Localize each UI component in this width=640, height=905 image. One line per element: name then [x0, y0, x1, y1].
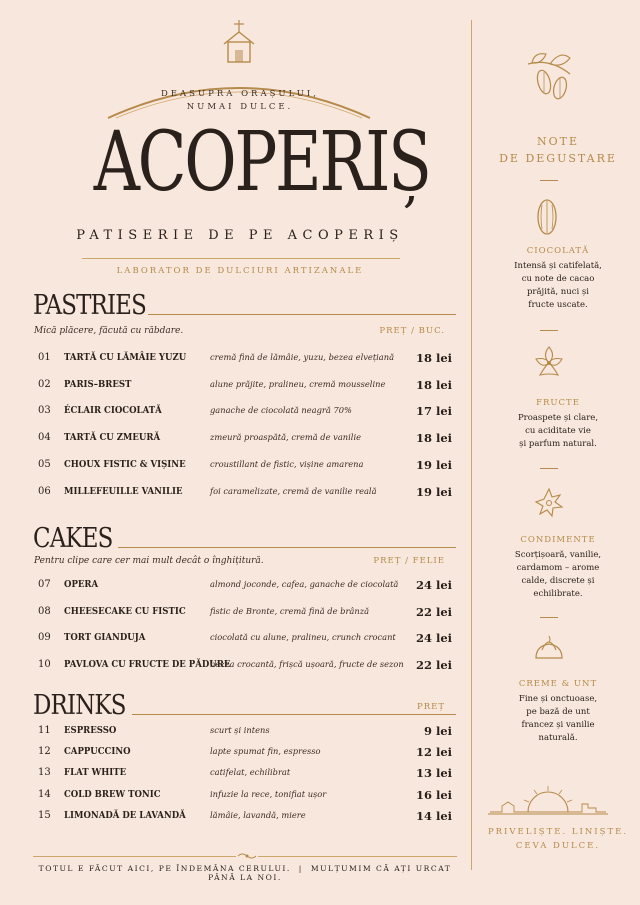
note-ciocolata: CIOCOLATĂ Intensă și catifelată, cu note de cacao prăjită, nuci și fructe uscate. [514, 246, 602, 310]
item-number: 15 [38, 809, 51, 821]
menu-item-row [34, 632, 454, 650]
divider [540, 617, 558, 618]
item-name: OPERA [64, 579, 99, 590]
item-name: LIMONADĂ DE LAVANDĂ [64, 809, 186, 821]
brand-subtitle: PATISERIE DE PE ACOPERIȘ [76, 228, 404, 243]
item-price: 24 lei [415, 631, 452, 645]
divider [118, 547, 456, 548]
item-number: 08 [38, 605, 51, 617]
notes-bottom-caption: PRIVELIȘTE. LINIȘTE. CEVA DULCE. [487, 827, 629, 851]
item-name: CHOUX FISTIC & VIȘINE [64, 458, 186, 470]
item-name: MILLEFEUILLE VANILIE [64, 485, 183, 497]
item-name: CHEESECAKE CU FISTIC [64, 605, 186, 617]
item-description: lămâie, lavandă, miere [210, 809, 306, 820]
item-number: 11 [38, 725, 51, 736]
item-description: fistic de Bronte, cremă fină de brânză [210, 605, 370, 616]
divider [540, 468, 558, 469]
item-name: ESPRESSO [64, 725, 117, 736]
item-number: 13 [38, 767, 51, 779]
item-name: FLAT WHITE [64, 767, 127, 779]
ornament-icon [236, 850, 258, 862]
item-description: cremă fină de lămâie, yuzu, bezea elvețiană [210, 352, 395, 362]
footer [33, 864, 457, 882]
menu-item-row [34, 789, 454, 807]
menu-item-row [34, 352, 454, 370]
item-description: alune prăjite, pralineu, cremă mousseline [210, 378, 386, 389]
menu-item-row [34, 579, 454, 597]
item-number: 01 [38, 352, 51, 363]
footer-separator: | [298, 864, 303, 873]
spice-icon [530, 483, 568, 523]
item-price: 12 lei [415, 745, 452, 760]
note-fructe: FRUCTE Proaspete și clare, cu aciditate vie și parfum natural. [517, 398, 599, 449]
item-number: 12 [38, 746, 51, 758]
tagline: DEASUPRA ORAȘULUI, NUMAI DULCE. [160, 89, 319, 112]
section-title-drinks: DRINKS [33, 690, 126, 721]
item-number: 14 [38, 788, 51, 800]
item-price: 22 lei [415, 657, 452, 672]
item-number: 07 [38, 579, 51, 590]
sunrise-skyline-icon [488, 782, 608, 818]
section-title-pastries: PASTRIES [33, 290, 146, 321]
item-description: zmeură proaspătă, cremă de vanilie [210, 432, 362, 443]
divider [148, 314, 456, 315]
section-subtitle-pastries: Mică plăcere, făcută cu răbdare. [34, 326, 184, 336]
price-header-pastries: PREȚ / BUC. [379, 326, 445, 336]
item-name: TARTĂ CU LĂMÂIE YUZU [64, 352, 187, 363]
item-number: 03 [38, 405, 51, 417]
cocoa-branch-icon [520, 44, 580, 104]
item-description: infuzie la rece, tonifiat ușor [210, 788, 327, 799]
menu-item-row [34, 459, 454, 477]
menu-item-row [34, 767, 454, 785]
item-name: TARTĂ CU ZMEURĂ [64, 432, 161, 444]
menu-item-row [34, 405, 454, 423]
item-description: catifelat, echilibrat [210, 767, 291, 778]
note-creme-unt: CREME & UNT Fine și onctuoase, pe bază de unt francez și vanilie naturală. [518, 679, 598, 743]
item-name: ÉCLAIR CIOCOLATĂ [64, 405, 162, 417]
item-price: 14 lei [415, 808, 452, 823]
item-number: 09 [38, 632, 51, 643]
item-name: TORT GIANDUJA [64, 632, 146, 643]
tasting-notes-title: NOTE DE DEGUSTARE [499, 135, 617, 165]
flower-icon [532, 343, 566, 383]
price-header-drinks: PREȚ [417, 702, 445, 712]
item-description: ganache de ciocolată neagră 70% [210, 405, 352, 416]
item-number: 06 [38, 485, 51, 497]
item-description: almond joconde, cafea, ganache de ciocolată [210, 579, 399, 589]
lab-caption: LABORATOR DE DULCIURI ARTIZANALE [116, 266, 364, 276]
item-name: PAVLOVA CU FRUCTE DE PĂDURE [64, 658, 231, 670]
item-price: 22 lei [415, 604, 452, 619]
footer-left: TOTUL E FĂCUT AICI, PE ÎNDEMÂNA CERULUI. [38, 864, 291, 873]
item-description: lapte spumat fin, espresso [210, 746, 321, 757]
item-description: ciocolată cu alune, pralineu, crunch crocant [210, 632, 396, 642]
item-price: 18 lei [415, 351, 452, 365]
item-price: 9 lei [423, 724, 452, 738]
item-number: 05 [38, 458, 51, 470]
section-title-cakes: CAKES [33, 523, 113, 554]
cream-icon [530, 628, 568, 668]
item-name: PARIS–BREST [64, 378, 132, 390]
item-price: 17 lei [415, 404, 452, 419]
menu-item-row [34, 379, 454, 397]
item-price: 24 lei [415, 578, 452, 592]
menu-item-row [34, 725, 454, 743]
item-description: scurt și intens [210, 725, 270, 735]
item-description: foi caramelizate, cremă de vanilie reală [210, 485, 377, 496]
item-price: 18 lei [415, 377, 452, 392]
item-name: COLD BREW TONIC [64, 788, 161, 800]
menu-item-row [34, 659, 454, 677]
divider [82, 258, 400, 259]
menu-item-row [34, 810, 454, 828]
note-condimente: CONDIMENTE Scorțișoară, vanilie, cardamom – arome calde, discrete și echilibrate. [514, 535, 602, 599]
item-price: 19 lei [415, 457, 452, 472]
cocoa-pod-icon [534, 197, 560, 237]
menu-item-row [34, 746, 454, 764]
divider [540, 180, 558, 181]
menu-item-row [34, 606, 454, 624]
item-number: 10 [38, 658, 51, 670]
section-subtitle-cakes: Pentru clipe care cer mai mult decât o înghițitură. [34, 556, 264, 566]
item-description: croustillant de fistic, vișine amarena [210, 458, 364, 469]
menu-item-row [34, 432, 454, 450]
menu-item-row [34, 486, 454, 504]
price-header-cakes: PREȚ / FELIE [373, 556, 445, 566]
item-number: 02 [38, 378, 51, 390]
divider [540, 330, 558, 331]
item-price: 18 lei [415, 431, 452, 446]
divider [132, 714, 456, 715]
footer-right: MULȚUMIM CĂ AȚI URCAT PÂNĂ LA NOI. [208, 864, 452, 882]
item-price: 16 lei [415, 787, 452, 802]
item-number: 04 [38, 432, 51, 444]
column-divider [471, 20, 472, 870]
item-price: 19 lei [415, 484, 452, 499]
item-price: 13 lei [415, 766, 452, 781]
item-name: CAPPUCCINO [64, 746, 131, 758]
brand-logo: ACOPERIȘ [93, 115, 430, 210]
item-description: bezea crocantă, frișcă ușoară, fructe de sezon [210, 658, 404, 669]
